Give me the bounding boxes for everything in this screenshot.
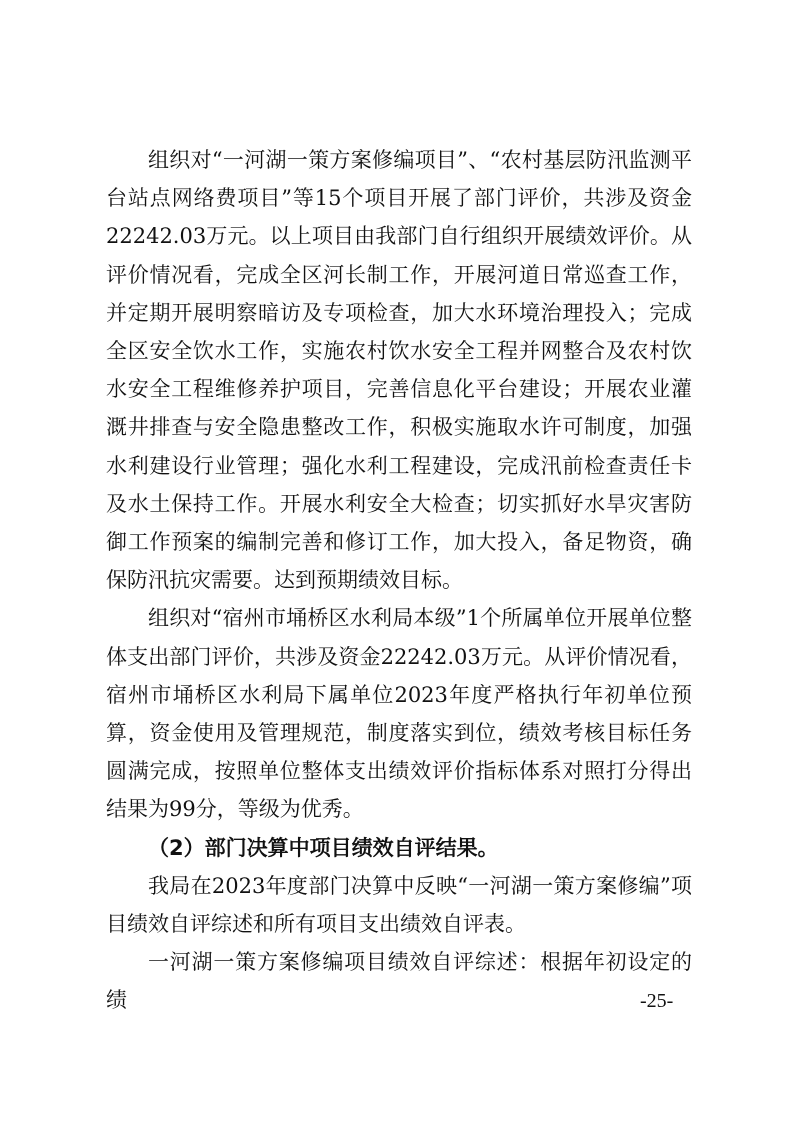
paragraph-project-evaluation: 组织对“一河湖一策方案修编项目”、“农村基层防汛监测平台站点网络费项目”等15个项目开展了部门评价，共涉及资金22242.03万元。以上项目由我部门自行组织开展绩效评价。从评价情况看，完成全区河长制工作，开展河道日常巡查工作，并定期开展明察暗访及专项检查，加大水环境治理投入；完成全区安全饮水工作，实施农村饮水安全工程并网整合及农村饮水安全工程维修养护项目，完善信息化平台建设；开展农业灌溉井排查与安全隐患整改工作，积极实施取水许可制度，加强水利建设行业管理；强化水利工程建设，完成汛前检查责任卡及水土保持工作。开展水利安全大检查；切实抓好水旱灾害防御工作预案的编制完善和修订工作，加大投入，备足物资，确保防汛抗灾需要。达到预期绩效目标。 [106, 148, 692, 593]
page-number: -25- [640, 990, 674, 1012]
paragraph-self-evaluation-summary: 一河湖一策方案修编项目绩效自评综述：根据年初设定的绩 [106, 950, 692, 1013]
document-body [106, 141, 692, 1020]
paragraph-final-accounts: 我局在2023年度部门决算中反映“一河湖一策方案修编”项目绩效自评综述和所有项目支出绩效自评表。 [106, 873, 692, 937]
paragraph-unit-evaluation: 组织对“宿州市埇桥区水利局本级”1个所属单位开展单位整体支出部门评价，共涉及资金22242.03万元。从评价情况看，宿州市埇桥区水利局下属单位2023年度严格执行年初单位预算，资金使用及管理规范，制度落实到位，绩效考核目标任务圆满完成，按照单位整体支出绩效评价指标体系对照打分得出结果为99分，等级为优秀。 [106, 606, 692, 822]
section-heading: （2）部门决算中项目绩效自评结果。 [148, 835, 499, 860]
